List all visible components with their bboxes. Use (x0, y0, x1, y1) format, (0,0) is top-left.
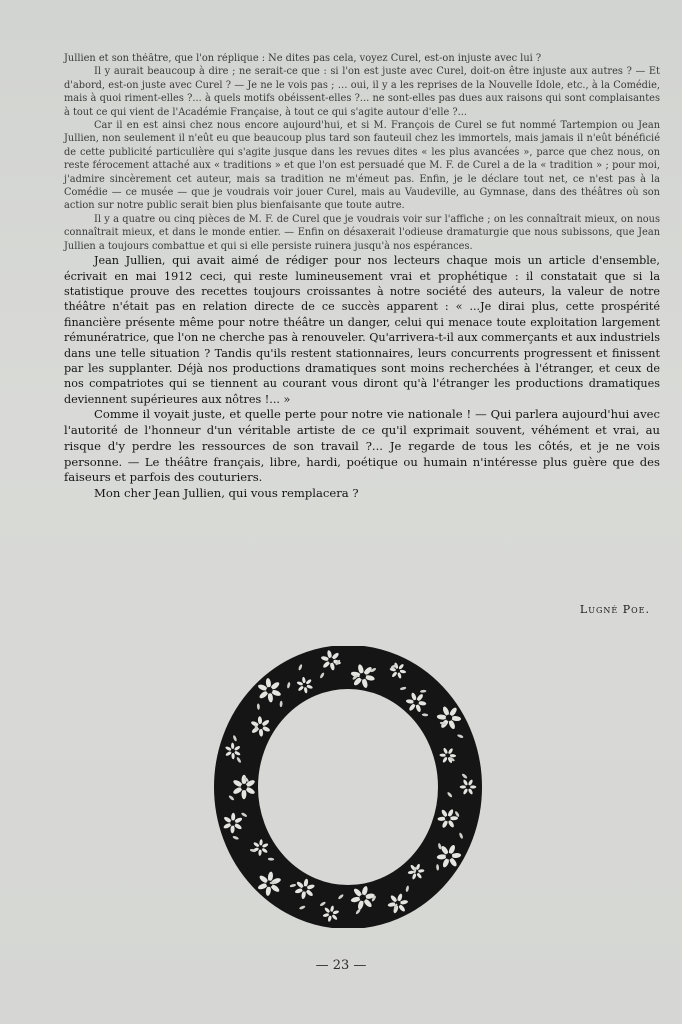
sharp-section-end (64, 407, 660, 502)
paragraph: Jullien et son théâtre, que l'on réplique : Ne dites pas cela, voyez Curel, est-on injuste avec lui ? (64, 53, 542, 64)
paragraph: Mon cher Jean Jullien, qui vous remplacera ? (94, 486, 359, 501)
paragraph: Il y aurait beaucoup à dire ; ne serait-ce que : si l'on est juste avec Curel, doit-on être injuste aux autres ? — Et d'abord, est-on juste avec Curel ? — Je ne le vois pas ; … oui, il y a les reprises de la Nouvelle Idole, etc., à la Comédie, mais à quoi riment-elles ?... à quels motifs obéissent-elles ?... ne sont-elles pas dues aux raisons qui sont complaisantes à tout ce qui vient de l'Académie Française, à tout ce qui s'agite autour d'elle ?... (64, 66, 660, 118)
paragraph: Car il en est ainsi chez nous encore aujourd'hui, et si M. François de Curel se fut nommé Tartempion ou Jean Jullien, non seulement il n'eût eu que beaucoup plus tard son fauteuil chez les immortels, mais jamais il n'eût bénéficié de cette publicité particulière qui s'agite jusque dans les revues dites « les plus avancées », parce que chez nous, on reste férocement attaché aux « traditions » et que l'on est persuadé que M. F. de Curel a de la « tradition » ; pour moi, j'admire sincèrement cet auteur, mais sa tradition ne m'émeut pas. Enfin, je le déclare tout net, ce n'est pas à la Comédie — ce musée — que je voudrais voir jouer Curel, mais au Vaudeville, au Gymnase, dans des théâtres où son action sur notre public serait bien plus bienfaisante que toute autre. (64, 120, 660, 212)
page-number: — 23 — (315, 958, 367, 973)
author-signature: Lugné Poe. (579, 603, 650, 616)
floral-wreath-icon (214, 646, 482, 928)
faded-section (64, 52, 660, 253)
sharp-section (64, 253, 660, 407)
paragraph: Comme il voyait juste, et quelle perte pour notre vie nationale ! — Qui parlera aujourd'hui avec l'autorité de l'honneur d'un véritable artiste de ce qu'il exprimait souvent, véhément et vrai, au risque d'y perdre les ressources de son travail ?... Je regarde de tous les côtés, et je ne vois personne. — Le théâtre français, libre, hardi, poétique ou humain n'intéresse plus guère que des faiseurs et parfois des couturiers. (64, 407, 660, 485)
article-text (64, 52, 660, 502)
paragraph: Jean Jullien, qui avait aimé de rédiger pour nos lecteurs chaque mois un article d'ensemble, écrivait en mai 1912 ceci, qui reste lumineusement vrai et prophétique : il constatait que si la statistique prouve des recettes toujours croissantes à notre société des auteurs, la valeur de notre théâtre n'était pas en relation directe de ce succès apparent : « ...Je dirai plus, cette prospérité financière présente même pour notre théâtre un danger, celui qui menace toute exploitation largement rémunératrice, que l'on ne cherche pas à renouveler. Qu'arrivera-t-il aux commerçants et aux industriels dans une telle situation ? Tandis qu'ils restent stationnaires, leurs concurrents progressent et finissent par les supplanter. Déjà nos productions dramatiques sont moins recherchées à l'étranger, et ceux de nos compatriotes qui se tiennent au courant vous diront qu'à l'étranger les productions dramatiques deviennent supérieures aux nôtres !... » (64, 254, 660, 406)
paragraph: Il y a quatre ou cinq pièces de M. F. de Curel que je voudrais voir sur l'affiche ; on les connaîtrait mieux, on nous connaîtrait mieux, et dans le monde entier. — Enfin on désaxerait l'odieuse dramaturgie que nous subissons, que Jean Jullien a toujours combattue et qui si elle persiste ruinera jusqu'à nos espérances. (64, 213, 660, 252)
